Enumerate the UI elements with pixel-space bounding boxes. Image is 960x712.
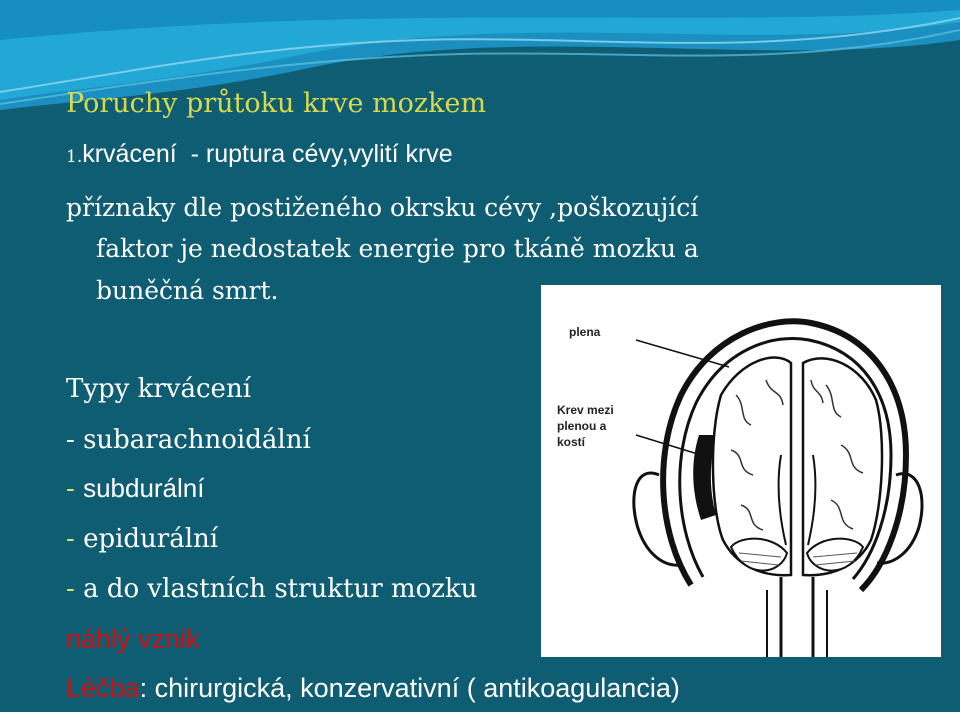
sudden-onset-note: náhlý vznik xyxy=(66,624,200,654)
label-blood-line1: Krev mezi xyxy=(557,403,614,417)
bleeding-type-item xyxy=(66,425,311,455)
bleeding-types-heading: Typy krvácení xyxy=(66,374,252,404)
treatment-label: Léčba xyxy=(66,673,140,703)
bleeding-type-label: subdurální xyxy=(83,473,205,503)
treatment-line xyxy=(66,673,680,704)
bleeding-term: krvácení xyxy=(82,140,177,168)
symptoms-line-end: buněčná smrt. xyxy=(96,276,279,305)
slide-title: Poruchy průtoku krve mozkem xyxy=(66,88,487,119)
list-dash: - xyxy=(66,524,84,554)
brain-hemorrhage-figure xyxy=(541,285,941,657)
list-number: 1. xyxy=(66,147,83,167)
symptoms-line: příznaky dle postiženého okrsku cévy ,poškozující xyxy=(66,193,699,222)
symptoms-line-continued: faktor je nedostatek energie pro tkáně mozku a xyxy=(96,234,699,263)
treatment-options: : chirurgická, konzervativní ( antikoagulancia) xyxy=(139,673,680,703)
brain-cross-section-drawing xyxy=(541,285,941,657)
bleeding-definition-line xyxy=(66,140,453,169)
label-plena: plena xyxy=(569,325,601,339)
bleeding-type-label: subarachnoidální xyxy=(83,425,311,455)
list-dash: - xyxy=(66,574,84,604)
list-dash: - xyxy=(66,474,84,504)
bleeding-type-item xyxy=(66,574,477,604)
bleeding-type-label: a do vlastních struktur mozku xyxy=(83,574,478,604)
bleeding-type-item xyxy=(66,473,204,504)
label-blood-line2: plenou a xyxy=(557,419,607,433)
bleeding-type-item xyxy=(66,524,218,554)
label-blood-line3: kostí xyxy=(557,435,586,449)
bleeding-type-label: epidurální xyxy=(83,524,219,554)
bleeding-definition: - ruptura cévy,vylití krve xyxy=(176,140,453,168)
list-dash: - xyxy=(66,425,84,455)
